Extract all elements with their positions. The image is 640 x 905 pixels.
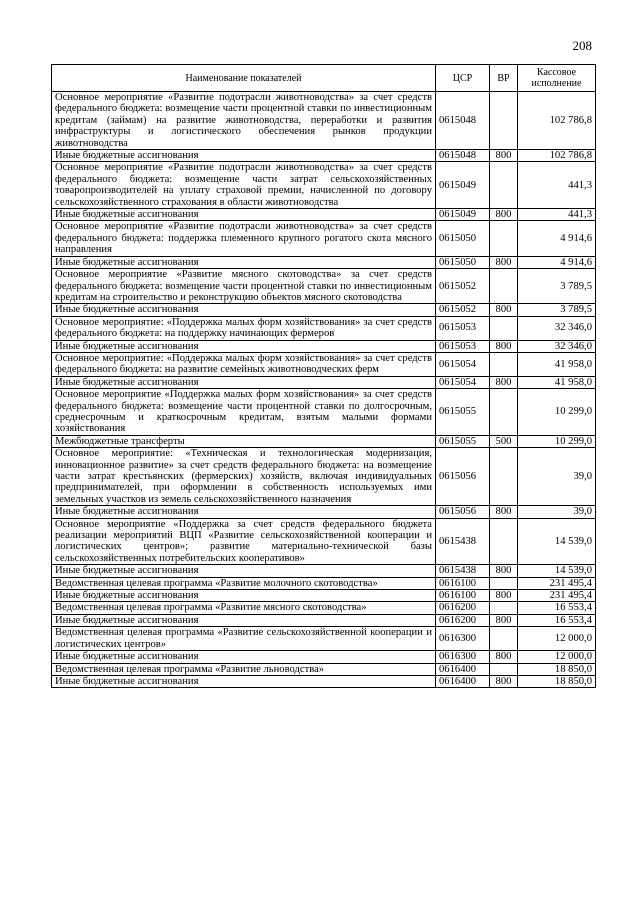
row-name-cell: Ведомственная целевая программа «Развитие мясного скотоводства» <box>52 602 436 614</box>
row-name-cell: Основное мероприятие «Развитие подотрасли животноводства» за счет средств федерального бюджета: возмещение части процентной ставки по инвестиционным кредитам (займам) на развитие животноводства, переработки и развития инфраструктуры и логистического обеспечения рынков продукции животноводства <box>52 92 436 150</box>
row-name-cell: Основное мероприятие «Развитие подотрасли животноводства» за счет средств федерального бюджета: возмещение части затрат сельскохозяйственных товаропроизводителей на уплату страховой премии, начисленной по договору сельскохозяйственного страхования в области животноводства <box>52 162 436 209</box>
row-csr-cell: 0615056 <box>436 448 490 506</box>
row-name-cell: Ведомственная целевая программа «Развитие сельскохозяйственной кооперации и логистических центров» <box>52 627 436 651</box>
row-amount-cell: 18 850,0 <box>518 675 596 687</box>
row-amount-cell: 41 958,0 <box>518 376 596 388</box>
row-name-cell: Иные бюджетные ассигнования <box>52 675 436 687</box>
row-vr-cell <box>490 518 518 565</box>
table-row <box>52 221 596 256</box>
table-row <box>52 435 596 447</box>
row-name-cell: Основное мероприятие: «Поддержка малых форм хозяйствования» за счет средств федерального бюджета: на поддержку начинающих фермеров <box>52 316 436 340</box>
header-vr: ВР <box>490 65 518 92</box>
table-row <box>52 389 596 436</box>
table-row <box>52 256 596 268</box>
table-row <box>52 577 596 589</box>
row-amount-cell: 39,0 <box>518 506 596 518</box>
row-vr-cell: 800 <box>490 376 518 388</box>
row-csr-cell: 0615053 <box>436 340 490 352</box>
table-row <box>52 316 596 340</box>
row-vr-cell: 800 <box>490 590 518 602</box>
row-name-cell: Иные бюджетные ассигнования <box>52 376 436 388</box>
row-csr-cell: 0616100 <box>436 577 490 589</box>
row-vr-cell <box>490 602 518 614</box>
row-vr-cell: 800 <box>490 340 518 352</box>
row-vr-cell: 800 <box>490 675 518 687</box>
row-csr-cell: 0616300 <box>436 627 490 651</box>
row-name-cell: Иные бюджетные ассигнования <box>52 150 436 162</box>
row-amount-cell: 231 495,4 <box>518 590 596 602</box>
row-vr-cell <box>490 448 518 506</box>
row-csr-cell: 0616300 <box>436 651 490 663</box>
row-amount-cell: 4 914,6 <box>518 221 596 256</box>
table-header <box>52 65 596 92</box>
row-amount-cell: 3 789,5 <box>518 269 596 304</box>
row-name-cell: Иные бюджетные ассигнования <box>52 614 436 626</box>
row-csr-cell: 0615438 <box>436 565 490 577</box>
row-name-cell: Иные бюджетные ассигнования <box>52 304 436 316</box>
row-amount-cell: 12 000,0 <box>518 627 596 651</box>
row-vr-cell: 800 <box>490 150 518 162</box>
row-vr-cell <box>490 352 518 376</box>
row-name-cell: Основное мероприятие «Поддержка за счет средств федерального бюджета реализации мероприятий ВЦП «Развитие сельскохозяйственной кооперации и логистических центров»; развитие материально-технической базы сельскохозяйственных потребительских кооперативов» <box>52 518 436 565</box>
row-vr-cell <box>490 389 518 436</box>
row-name-cell: Основное мероприятие «Развитие подотрасли животноводства» за счет средств федерального бюджета: поддержка племенного крупного рогатого скота мясного направления <box>52 221 436 256</box>
row-name-cell: Межбюджетные трансферты <box>52 435 436 447</box>
row-name-cell: Основное мероприятие: «Техническая и технологическая модернизация, инновационное развитие» за счет средств федерального бюджета: на возмещение части затрат крестьянских (фермерских) хозяйств, включая индивидуальных предпринимателей, при оформлении в собственность используемых ими земельных участков из земель сельскохозяйственного назначения <box>52 448 436 506</box>
table-row <box>52 651 596 663</box>
row-csr-cell: 0615052 <box>436 269 490 304</box>
row-csr-cell: 0615052 <box>436 304 490 316</box>
row-csr-cell: 0615050 <box>436 256 490 268</box>
row-csr-cell: 0615049 <box>436 209 490 221</box>
row-csr-cell: 0616400 <box>436 675 490 687</box>
row-name-cell: Иные бюджетные ассигнования <box>52 651 436 663</box>
row-csr-cell: 0616200 <box>436 614 490 626</box>
row-vr-cell <box>490 221 518 256</box>
row-vr-cell: 800 <box>490 651 518 663</box>
table-row <box>52 376 596 388</box>
row-amount-cell: 441,3 <box>518 209 596 221</box>
row-csr-cell: 0615054 <box>436 352 490 376</box>
table-row <box>52 663 596 675</box>
row-vr-cell <box>490 577 518 589</box>
row-amount-cell: 18 850,0 <box>518 663 596 675</box>
table-row <box>52 627 596 651</box>
row-amount-cell: 12 000,0 <box>518 651 596 663</box>
row-name-cell: Иные бюджетные ассигнования <box>52 506 436 518</box>
row-csr-cell: 0615055 <box>436 435 490 447</box>
table-row <box>52 340 596 352</box>
table-row <box>52 590 596 602</box>
row-csr-cell: 0616400 <box>436 663 490 675</box>
row-vr-cell: 800 <box>490 304 518 316</box>
table-row <box>52 506 596 518</box>
row-amount-cell: 14 539,0 <box>518 518 596 565</box>
row-vr-cell <box>490 162 518 209</box>
row-vr-cell <box>490 316 518 340</box>
table-row <box>52 602 596 614</box>
row-amount-cell: 32 346,0 <box>518 340 596 352</box>
table-row <box>52 92 596 150</box>
row-csr-cell: 0615050 <box>436 221 490 256</box>
row-amount-cell: 441,3 <box>518 162 596 209</box>
header-amount: Кассовое исполнение <box>518 65 596 92</box>
row-vr-cell: 800 <box>490 506 518 518</box>
row-vr-cell <box>490 92 518 150</box>
table-row <box>52 565 596 577</box>
row-amount-cell: 41 958,0 <box>518 352 596 376</box>
page-number: 208 <box>572 38 592 53</box>
row-name-cell: Основное мероприятие: «Поддержка малых форм хозяйствования» за счет средств федерального бюджета: на развитие семейных животноводческих ферм <box>52 352 436 376</box>
row-name-cell: Ведомственная целевая программа «Развитие молочного скотоводства» <box>52 577 436 589</box>
budget-table <box>51 64 596 688</box>
row-csr-cell: 0615438 <box>436 518 490 565</box>
row-vr-cell: 800 <box>490 209 518 221</box>
header-row <box>52 65 596 92</box>
table-row <box>52 448 596 506</box>
row-csr-cell: 0616200 <box>436 602 490 614</box>
row-amount-cell: 16 553,4 <box>518 602 596 614</box>
row-amount-cell: 231 495,4 <box>518 577 596 589</box>
row-vr-cell: 800 <box>490 565 518 577</box>
row-name-cell: Ведомственная целевая программа «Развитие льноводства» <box>52 663 436 675</box>
table-body <box>52 92 596 688</box>
row-amount-cell: 14 539,0 <box>518 565 596 577</box>
row-name-cell: Иные бюджетные ассигнования <box>52 256 436 268</box>
row-amount-cell: 10 299,0 <box>518 389 596 436</box>
table-row <box>52 269 596 304</box>
row-name-cell: Иные бюджетные ассигнования <box>52 590 436 602</box>
row-csr-cell: 0615054 <box>436 376 490 388</box>
row-vr-cell: 800 <box>490 256 518 268</box>
table-row <box>52 304 596 316</box>
row-name-cell: Иные бюджетные ассигнования <box>52 209 436 221</box>
row-amount-cell: 4 914,6 <box>518 256 596 268</box>
row-csr-cell: 0616100 <box>436 590 490 602</box>
row-amount-cell: 39,0 <box>518 448 596 506</box>
row-amount-cell: 10 299,0 <box>518 435 596 447</box>
table-row <box>52 209 596 221</box>
row-csr-cell: 0615048 <box>436 150 490 162</box>
row-csr-cell: 0615056 <box>436 506 490 518</box>
row-csr-cell: 0615055 <box>436 389 490 436</box>
row-name-cell: Основное мероприятие «Поддержка малых форм хозяйствования» за счет средств федерального бюджета: возмещение части процентной ставки по долгосрочным, среднесрочным и краткосрочным кредитам, взятым малыми формами хозяйствования <box>52 389 436 436</box>
row-name-cell: Иные бюджетные ассигнования <box>52 340 436 352</box>
row-amount-cell: 102 786,8 <box>518 150 596 162</box>
row-amount-cell: 16 553,4 <box>518 614 596 626</box>
table-row <box>52 162 596 209</box>
header-csr: ЦСР <box>436 65 490 92</box>
row-vr-cell: 500 <box>490 435 518 447</box>
row-csr-cell: 0615048 <box>436 92 490 150</box>
row-csr-cell: 0615053 <box>436 316 490 340</box>
row-vr-cell: 800 <box>490 614 518 626</box>
header-name: Наименование показателей <box>52 65 436 92</box>
row-name-cell: Основное мероприятие «Развитие мясного скотоводства» за счет средств федерального бюджета: возмещение части процентной ставки по инвестиционным кредитам на строительство и реконструкцию объектов мясного скотоводства <box>52 269 436 304</box>
row-amount-cell: 32 346,0 <box>518 316 596 340</box>
row-amount-cell: 102 786,8 <box>518 92 596 150</box>
table-row <box>52 614 596 626</box>
table-row <box>52 675 596 687</box>
row-vr-cell <box>490 269 518 304</box>
table-row <box>52 352 596 376</box>
row-name-cell: Иные бюджетные ассигнования <box>52 565 436 577</box>
table-row <box>52 150 596 162</box>
row-csr-cell: 0615049 <box>436 162 490 209</box>
table-row <box>52 518 596 565</box>
row-vr-cell <box>490 663 518 675</box>
row-amount-cell: 3 789,5 <box>518 304 596 316</box>
row-vr-cell <box>490 627 518 651</box>
